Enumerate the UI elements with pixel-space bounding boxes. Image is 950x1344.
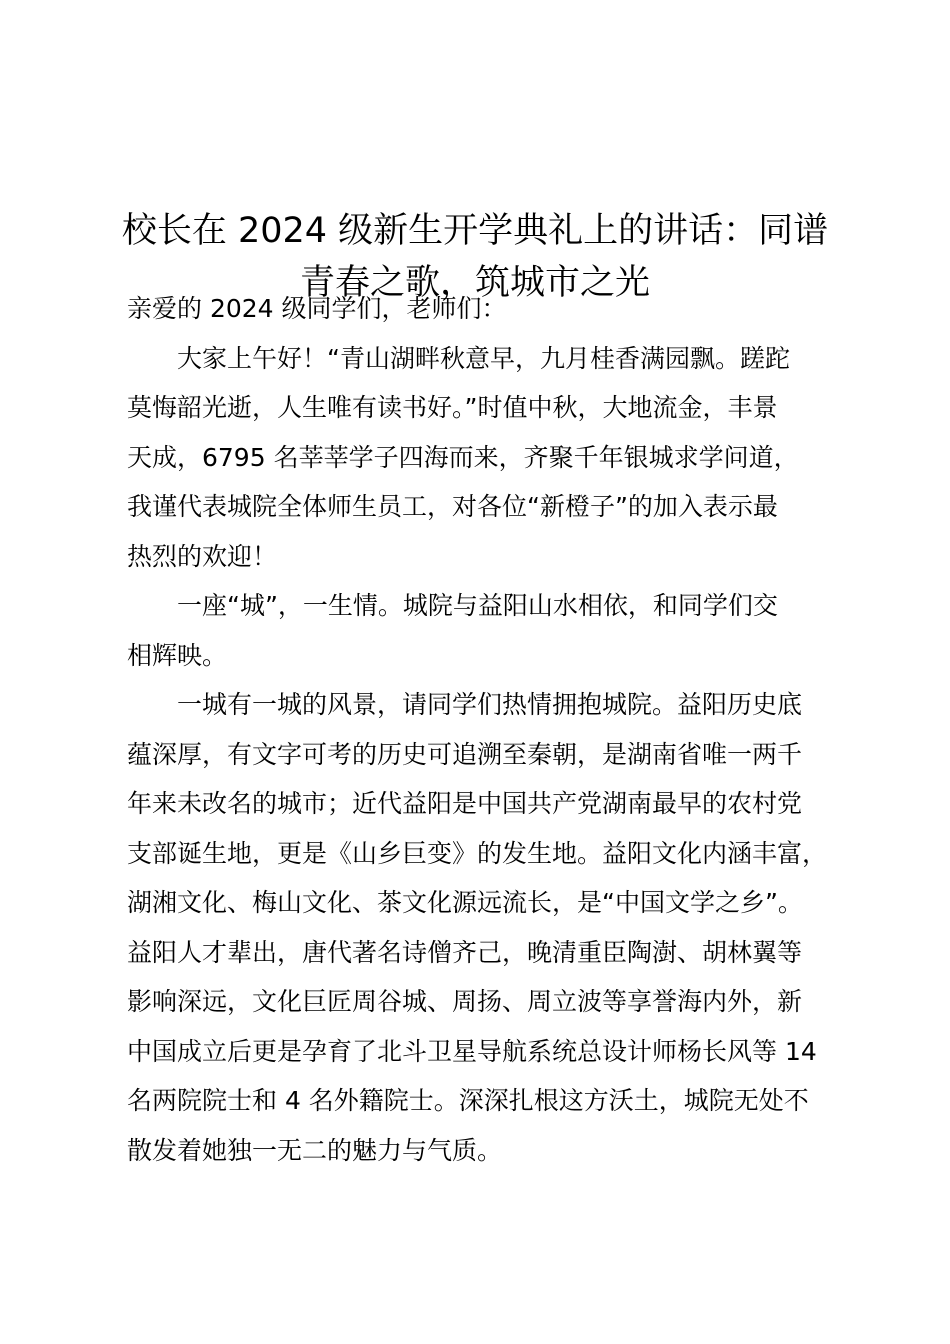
paragraph-line: 热烈的欢迎！	[127, 541, 278, 571]
paragraph-line: 名两院院士和 4 名外籍院士。深深扎根这方沃土，城院无处不	[127, 1086, 809, 1115]
paragraph-greeting	[127, 334, 837, 582]
document-body	[127, 284, 837, 1175]
paragraph-line: 散发着她独一无二的魅力与气质。	[127, 1135, 503, 1165]
paragraph-line: 影响深远，文化巨匠周谷城、周扬、周立波等享誉海内外，新	[127, 987, 803, 1016]
title-line: 校长在 2024 级新生开学典礼上的讲话：同谱	[121, 211, 829, 252]
paragraph-line: 莫悔韶光逝，人生唯有读书好。”时值中秋，大地流金，丰景	[127, 393, 778, 422]
paragraph-line: 相辉映。	[127, 640, 228, 670]
paragraph-line: 我谨代表城院全体师生员工，对各位“新橙子”的加入表示最	[127, 492, 778, 521]
salutation	[127, 284, 837, 334]
paragraph-line: 大家上午好！“青山湖畔秋意早，九月桂香满园飘。蹉跎	[177, 343, 790, 373]
paragraph-line: 中国成立后更是孕育了北斗卫星导航系统总设计师杨长风等 14	[127, 1036, 817, 1066]
paragraph-scenery	[127, 680, 837, 1175]
paragraph-line: 蕴深厚，有文字可考的历史可追溯至秦朝，是湖南省唯一两千	[127, 739, 803, 769]
paragraph-line: 天成，6795 名莘莘学子四海而来，齐聚千年银城求学问道，	[127, 442, 799, 472]
paragraph-line: 一座“城”，一生情。城院与益阳山水相依，和同学们交	[177, 591, 778, 620]
paragraph-city	[127, 581, 837, 680]
salutation-line: 亲爱的 2024 级同学们，老师们：	[127, 294, 507, 323]
paragraph-line: 年来未改名的城市；近代益阳是中国共产党湖南最早的农村党	[127, 789, 803, 818]
paragraph-line: 支部诞生地，更是《山乡巨变》的发生地。益阳文化内涵丰富，	[127, 838, 828, 868]
paragraph-line: 湖湘文化、梅山文化、茶文化源远流长，是“中国文学之乡”。	[127, 888, 803, 917]
title-line: 青春之歌，筑城市之光	[299, 263, 650, 304]
paragraph-line: 益阳人才辈出，唐代著名诗僧齐己，晚清重臣陶澍、胡林翼等	[127, 937, 803, 967]
paragraph-line: 一城有一城的风景，请同学们热情拥抱城院。益阳历史底	[177, 690, 803, 719]
